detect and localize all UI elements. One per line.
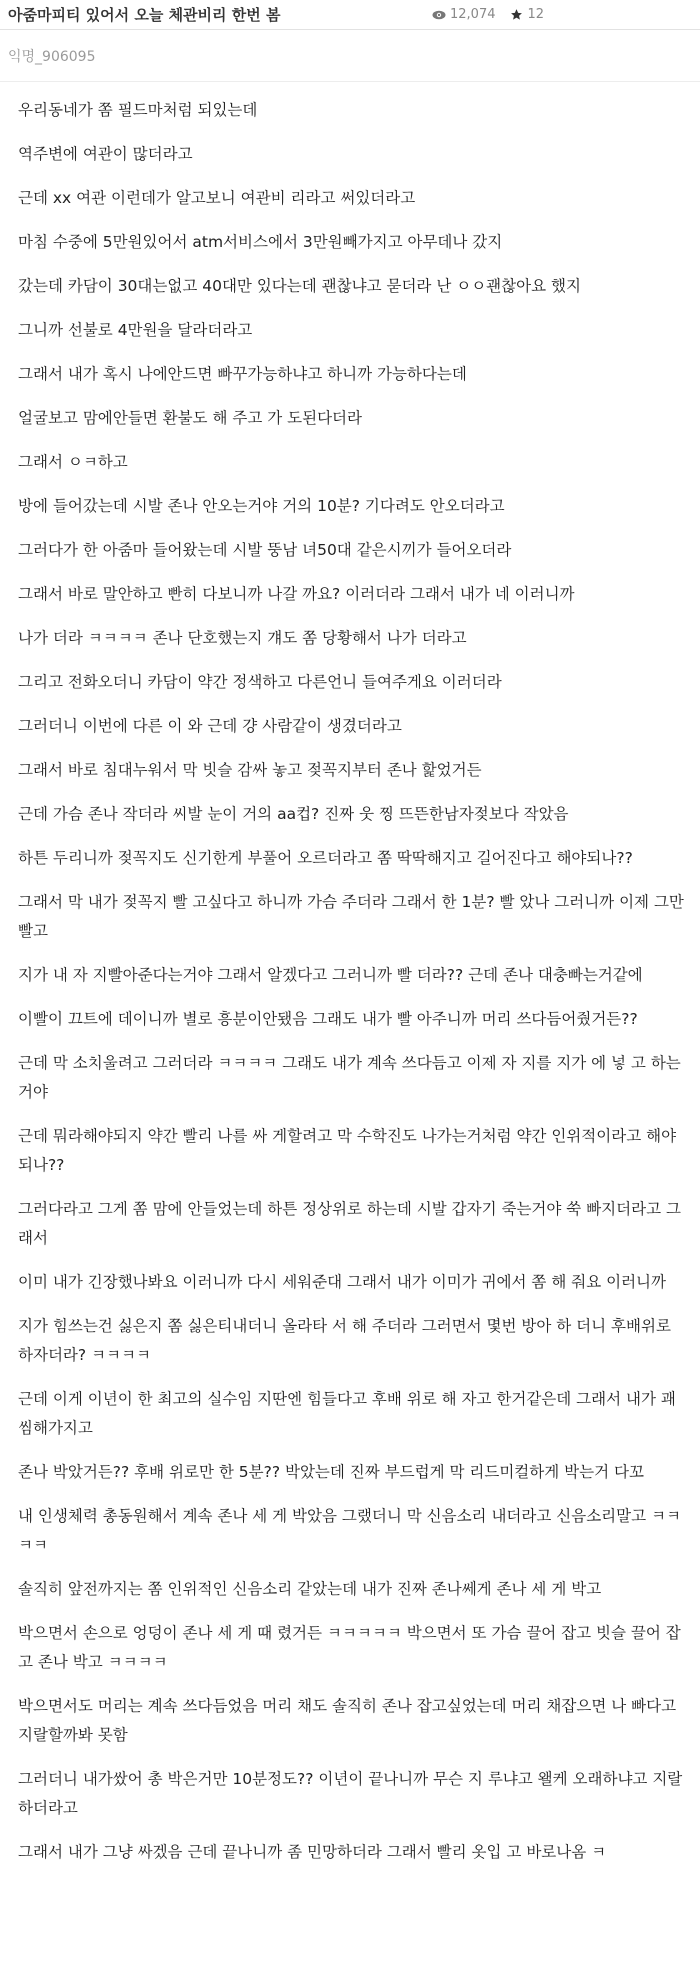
post-line: 이빨이 끄트에 데이니까 별로 흥분이안됐음 그래도 내가 빨 아주니까 머리 쓰다듬어줬거든??	[18, 1010, 638, 1028]
post-line: 그러더니 내가쌌어 총 박은거만 10분정도?? 이년이 끝나니까 무슨 지 루냐고 왤케 오래하냐고 지랄하더라고	[18, 1770, 683, 1817]
post-line: 지가 힘쓰는건 싫은지 쫌 싫은티내더니 올라타 서 해 주더라 그러면서 몇번 방아 하 더니 후배위로 하자더라? ㅋㅋㅋㅋ	[18, 1317, 671, 1364]
post-line: 우리동네가 쫌 필드마처럼 되있는데	[18, 101, 258, 119]
author-row	[0, 30, 700, 82]
post-line: 얼굴보고 맘에안들면 환불도 해 주고 가 도된다더라	[18, 409, 362, 427]
post-header	[0, 0, 700, 30]
post-stats	[432, 7, 544, 22]
post-line: 근데 이게 이년이 한 최고의 실수임 지딴엔 힘들다고 후배 위로 해 자고 한거같은데 그래서 내가 괘씸해가지고	[18, 1390, 676, 1437]
post-line: 그래서 바로 침대누워서 막 빗슬 감싸 놓고 젖꼭지부터 존나 핥었거든	[18, 761, 482, 779]
post-line: 그래서 ㅇㅋ하고	[18, 453, 128, 471]
post-line: 이미 내가 긴장했나봐요 이러니까 다시 세워준대 그래서 내가 이미가 귀에서 쫌 해 줘요 이러니까	[18, 1273, 667, 1291]
post-line: 그래서 막 내가 젖꼭지 빨 고싶다고 하니까 가슴 주더라 그래서 한 1분? 빨 았나 그러니까 이제 그만빨고	[18, 893, 684, 940]
post-line: 존나 박았거든?? 후배 위로만 한 5분?? 박았는데 진짜 부드럽게 막 리드미컬하게 박는거 다꼬	[18, 1463, 644, 1481]
post-line: 근데 xx 여관 이런데가 알고보니 여관비 리라고 써있더라고	[18, 189, 416, 207]
like-count	[510, 7, 545, 22]
post-line: 지가 내 자 지빨아준다는거야 그래서 알겠다고 그러니까 빨 더라?? 근데 존나 대충빠는거같에	[18, 966, 643, 984]
post-body	[0, 82, 700, 1867]
post-line: 그니까 선불로 4만원을 달라더라고	[18, 321, 253, 339]
post-line: 역주변에 여관이 많더라고	[18, 145, 193, 163]
post-title: 아줌마피티 있어서 오늘 체관비리 한번 봄	[8, 6, 281, 24]
eye-icon	[432, 8, 446, 22]
star-icon	[510, 8, 524, 22]
post-line: 나가 더라 ㅋㅋㅋㅋ 존나 단호했는지 걔도 쫌 당황해서 나가 더라고	[18, 629, 467, 647]
post-line: 그러다가 한 아줌마 들어왔는데 시발 뚱남 녀50대 같은시끼가 들어오더라	[18, 541, 512, 559]
post-line: 그래서 내가 혹시 나에안드면 빠꾸가능하냐고 하니까 가능하다는데	[18, 365, 467, 383]
post-line: 근데 뭐라해야되지 약간 빨리 나를 싸 게할려고 막 수학진도 나가는거처럼 약간 인위적이라고 해야되나??	[18, 1127, 677, 1174]
post-line: 마침 수중에 5만원있어서 atm서비스에서 3만원빼가지고 아무데나 갔지	[18, 233, 503, 251]
post-line: 솔직히 앞전까지는 쫌 인위적인 신음소리 같았는데 내가 진짜 존나쎄게 존나 세 게 박고	[18, 1580, 602, 1598]
like-count-value: 12	[527, 7, 545, 22]
post-line: 박으면서도 머리는 계속 쓰다듬었음 머리 채도 솔직히 존나 잡고싶었는데 머리 채잡으면 나 빠다고 지랄할까봐 못함	[18, 1697, 677, 1744]
post-line: 그러더니 이번에 다른 이 와 근데 걍 사람같이 생겼더라고	[18, 717, 402, 735]
post-line: 그래서 바로 말안하고 빤히 다보니까 나갈 까요? 이러더라 그래서 내가 네 이러니까	[18, 585, 575, 603]
post-line: 그러다라고 그게 쫌 맘에 안들었는데 하튼 정상위로 하는데 시발 갑자기 죽는거야 쑥 빠지더라고 그래서	[18, 1200, 681, 1247]
view-count-value: 12,074	[450, 7, 496, 22]
post-line: 하튼 두리니까 젖꼭지도 신기한게 부풀어 오르더라고 쫌 딱딱해지고 길어진다고 해야되나??	[18, 849, 633, 867]
post-line: 방에 들어갔는데 시발 존나 안오는거야 거의 10분? 기다려도 안오더라고	[18, 497, 505, 515]
post-line: 내 인생체력 총동원해서 계속 존나 세 게 박았음 그랬더니 막 신음소리 내더라고 신음소리말고 ㅋㅋㅋㅋ	[18, 1507, 681, 1554]
post-line: 그리고 전화오더니 카담이 약간 정색하고 다른언니 들여주게요 이러더라	[18, 673, 502, 691]
author-name[interactable]: 익명_906095	[8, 48, 96, 65]
post-line: 근데 막 소치울려고 그러더라 ㅋㅋㅋㅋ 그래도 내가 계속 쓰다듬고 이제 자 지를 지가 에 넣 고 하는거야	[18, 1054, 681, 1101]
post-line: 그래서 내가 그냥 싸겠음 근데 끝나니까 좀 민망하더라 그래서 빨리 옷입 고 바로나옴 ㅋ	[18, 1843, 607, 1861]
view-count	[432, 7, 496, 22]
post-line: 박으면서 손으로 엉덩이 존나 세 게 때 렸거든 ㅋㅋㅋㅋㅋ 박으면서 또 가슴 끌어 잡고 빗슬 끌어 잡고 존나 박고 ㅋㅋㅋㅋ	[18, 1624, 681, 1671]
post-line: 근데 가슴 존나 작더라 씨발 눈이 거의 aa컵? 진짜 웃 찡 뜨뜬한남자젖보다 작았음	[18, 805, 569, 823]
post-line: 갔는데 카담이 30대는없고 40대만 있다는데 괜찮냐고 묻더라 난 ㅇㅇ괜찮아요 했지	[18, 277, 581, 295]
